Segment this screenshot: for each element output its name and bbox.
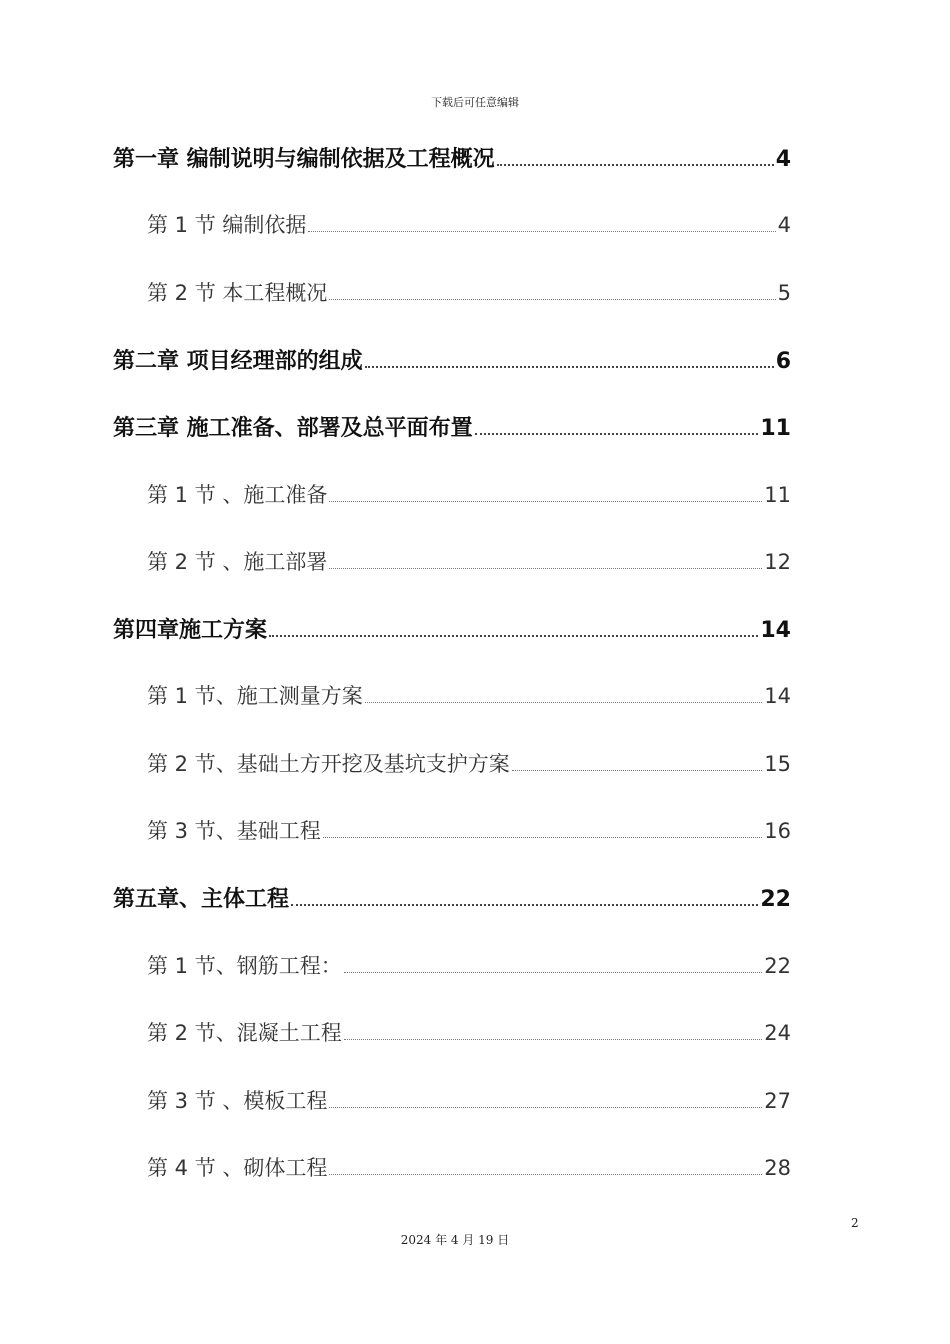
toc-dot-leader <box>291 903 758 906</box>
toc-entry-chapter-5[interactable] <box>113 882 791 912</box>
toc-entry-section-4-2[interactable] <box>147 748 791 778</box>
toc-entry-label: 第 1 节 、施工准备 <box>147 483 328 507</box>
toc-entry-label: 第四章施工方案 <box>113 618 268 643</box>
toc-entry-section-5-4[interactable] <box>147 1152 791 1182</box>
toc-dot-leader <box>308 230 775 232</box>
footer-date: 2024 年 4 月 19 日 <box>400 1233 510 1247</box>
toc-entry-section-5-2[interactable] <box>147 1017 791 1047</box>
toc-entry-label: 第 2 节 本工程概况 <box>147 281 328 305</box>
toc-entry-page: 27 <box>764 1089 791 1113</box>
toc-entry-label: 第五章、主体工程 <box>113 887 290 912</box>
toc-entry-page: 11 <box>760 416 791 441</box>
toc-entry-section-4-3[interactable] <box>147 815 791 845</box>
toc-entry-chapter-4[interactable] <box>113 613 791 643</box>
toc-entry-label: 第 2 节、混凝土工程 <box>147 1021 342 1045</box>
toc-entry-label: 第 3 节、基础工程 <box>147 819 321 843</box>
toc-entry-page: 16 <box>764 819 791 843</box>
toc-entry-chapter-1[interactable] <box>113 142 791 172</box>
toc-entry-section-5-3[interactable] <box>147 1085 791 1115</box>
page-number: 2 <box>851 1216 859 1230</box>
toc-entry-label: 第一章 编制说明与编制依据及工程概况 <box>113 147 495 172</box>
toc-entry-section-3-2[interactable] <box>147 546 791 576</box>
toc-dot-leader <box>344 1038 763 1040</box>
toc-entry-page: 4 <box>777 213 791 237</box>
toc-dot-leader <box>329 1106 762 1108</box>
toc-entry-label: 第 3 节 、模板工程 <box>147 1089 328 1113</box>
toc-dot-leader <box>475 432 759 435</box>
toc-entry-page: 14 <box>764 684 791 708</box>
toc-entry-page: 15 <box>764 752 791 776</box>
toc-entry-page: 28 <box>764 1156 791 1180</box>
toc-entry-page: 12 <box>764 550 791 574</box>
header-note: 下载后可任意编辑 <box>431 96 519 109</box>
toc-entry-label: 第三章 施工准备、部署及总平面布置 <box>113 416 473 441</box>
toc-dot-leader <box>365 365 774 368</box>
toc-entry-chapter-3[interactable] <box>113 411 791 441</box>
toc-dot-leader <box>512 769 763 771</box>
toc-entry-label: 第 2 节 、施工部署 <box>147 550 328 574</box>
toc-dot-leader <box>329 1173 762 1175</box>
toc-dot-leader <box>329 298 775 300</box>
toc-entry-page: 22 <box>764 954 791 978</box>
toc-dot-leader <box>365 701 763 703</box>
toc-dot-leader <box>329 567 762 569</box>
toc-entry-section-1-2[interactable] <box>147 277 791 307</box>
toc-entry-page: 22 <box>760 887 791 912</box>
toc-entry-section-1-1[interactable] <box>147 209 791 239</box>
toc-dot-leader <box>323 836 763 838</box>
toc-entry-label: 第 1 节、施工测量方案 <box>147 684 363 708</box>
toc-entry-page: 5 <box>777 281 791 305</box>
toc-entry-chapter-2[interactable] <box>113 344 791 374</box>
toc-entry-section-4-1[interactable] <box>147 680 791 710</box>
toc-dot-leader <box>269 634 758 637</box>
toc-entry-label: 第 1 节 编制依据 <box>147 213 307 237</box>
toc-entry-page: 6 <box>775 349 791 374</box>
toc-entry-page: 4 <box>775 147 791 172</box>
toc-dot-leader <box>329 500 762 502</box>
toc-entry-page: 24 <box>764 1021 791 1045</box>
toc-entry-label: 第 1 节、钢筋工程： <box>147 954 342 978</box>
toc-entry-label: 第 2 节、基础土方开挖及基坑支护方案 <box>147 752 510 776</box>
toc-dot-leader <box>344 971 763 973</box>
toc-entry-label: 第 4 节 、砌体工程 <box>147 1156 328 1180</box>
toc-entry-label: 第二章 项目经理部的组成 <box>113 349 363 374</box>
toc-entry-section-5-1[interactable] <box>147 950 791 980</box>
toc-entry-page: 11 <box>764 483 791 507</box>
toc-entry-page: 14 <box>760 618 791 643</box>
toc-entry-section-3-1[interactable] <box>147 479 791 509</box>
toc-dot-leader <box>497 163 774 166</box>
